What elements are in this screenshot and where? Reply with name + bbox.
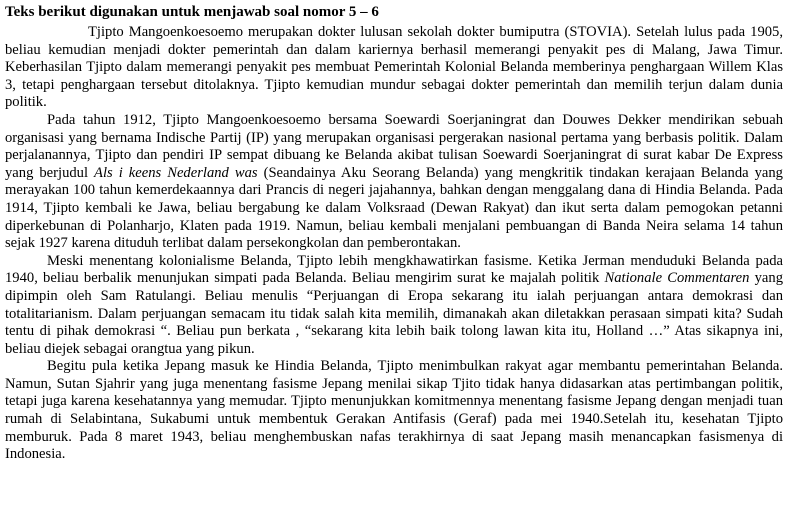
newspaper-title-italic: Als i keens Nederland was xyxy=(94,164,258,181)
magazine-title-italic: Nationale Commentaren xyxy=(604,270,750,287)
paragraph-2-text-after: (Seandainya Aku Seorang Belanda) yang mengkritik tindakan kerajaan Belanda yang merayakan 100 tahun kemerdekaannya dari Prancis di negeri jajahannya, bahkan dengan menggalang dana di Hindia Belanda. Pada 1914, Tjipto kembali ke Jawa, beliau bergabung ke dalam Volksraad (Dewan Rakyat) dan ikut serta dalam pemogokan petanni diperkebunan di Polanharjo, Klaten pada 1919. Namun, beliau kembali menjalani pembuangan di Banda Neira selama 14 tahun sejak 1927 karena dituduh terlibat dalam persekongkolan dan pemberontakan. xyxy=(5,164,783,252)
paragraph-3-text-before: Meski menentang kolonialisme Belanda, Tjipto lebih mengkhawatirkan fasisme. Ketika Jerman menduduki Belanda pada 1940, beliau berbalik menunjukan simpati pada Belanda. Beliau mengirim surat ke majalah politik xyxy=(5,252,783,287)
reading-passage xyxy=(5,4,783,464)
paragraph-3-text-after: yang dipimpin oleh Sam Ratulangi. Beliau menulis “Perjuangan di Eropa sekarang itu ialah perjuangan antara demokrasi dan totalitarianism. Dalam perjuangan semacam itu tidak salah kita memilih, dimanakah akan diletakkan perasaan simpati kita? Sudah tentu di pihak demokrasi “. Beliau pun berkata , “sekarang kita lebih baik tolong lawan kita itu, Holland …” Atas sikapnya ini, beliau diejek sebagai orangtua yang pikun. xyxy=(5,270,784,357)
paragraph-2 xyxy=(5,112,783,253)
paragraph-1: Tjipto Mangoenkoesoemo merupakan dokter lulusan sekolah dokter bumiputra (STOVIA). Setelah lulus pada 1905, beliau kemudian menjadi dokter pemerintah dan dalam kariernya berhasil memerangi penyakit pes di Malang, Jawa Timur. Keberhasilan Tjipto dalam memerangi penyakit pes membuat Pemerintah Kolonial Belanda memberinya penghargaan Willem Klas 3, tetapi penghargaan tersebut ditolaknya. Tjipto kemudian mundur sebagai dokter pemerintah dan memilih terjun dalam dunia politik. xyxy=(5,24,783,111)
passage-heading: Teks berikut digunakan untuk menjawab soal nomor 5 – 6 xyxy=(5,4,379,20)
paragraph-2-text-before: Pada tahun 1912, Tjipto Mangoenkoesoemo bersama Soewardi Soerjaningrat dan Douwes Dekker mendirikan sebuah organisasi yang bernama Indische Partij (IP) yang merupakan organisasi pergerakan nasional pertama yang berbasis politik. Dalam perjalanannya, Tjipto dan pendiri IP sempat dibuang ke Belanda akibat tulisan Soewardi Soerjaningrat di surat kabar De Express yang berjudul xyxy=(5,111,783,181)
paragraph-3 xyxy=(5,253,783,359)
paragraph-4: Begitu pula ketika Jepang masuk ke Hindia Belanda, Tjipto menimbulkan rakyat agar membantu pemerintahan Belanda. Namun, Sutan Sjahrir yang juga menentang fasisme Jepang menilai sikap Tjito tidak hanya didasarkan atas pertimbangan politik, tetapi juga karena kesehatannya yang memudar. Tjipto menunjukkan komitmennya menentang fasisme Jepang dengan menjadi tuan rumah di Selabintana, Sukabumi untuk membentuk Gerakan Antifasis (Geraf) pada mei 1940.Setelah itu, kesehatan Tjipto memburuk. Pada 8 maret 1943, beliau menghembuskan nafas terakhirnya di saat Jepang masih menancapkan fasismenya di Indonesia. xyxy=(5,358,783,463)
